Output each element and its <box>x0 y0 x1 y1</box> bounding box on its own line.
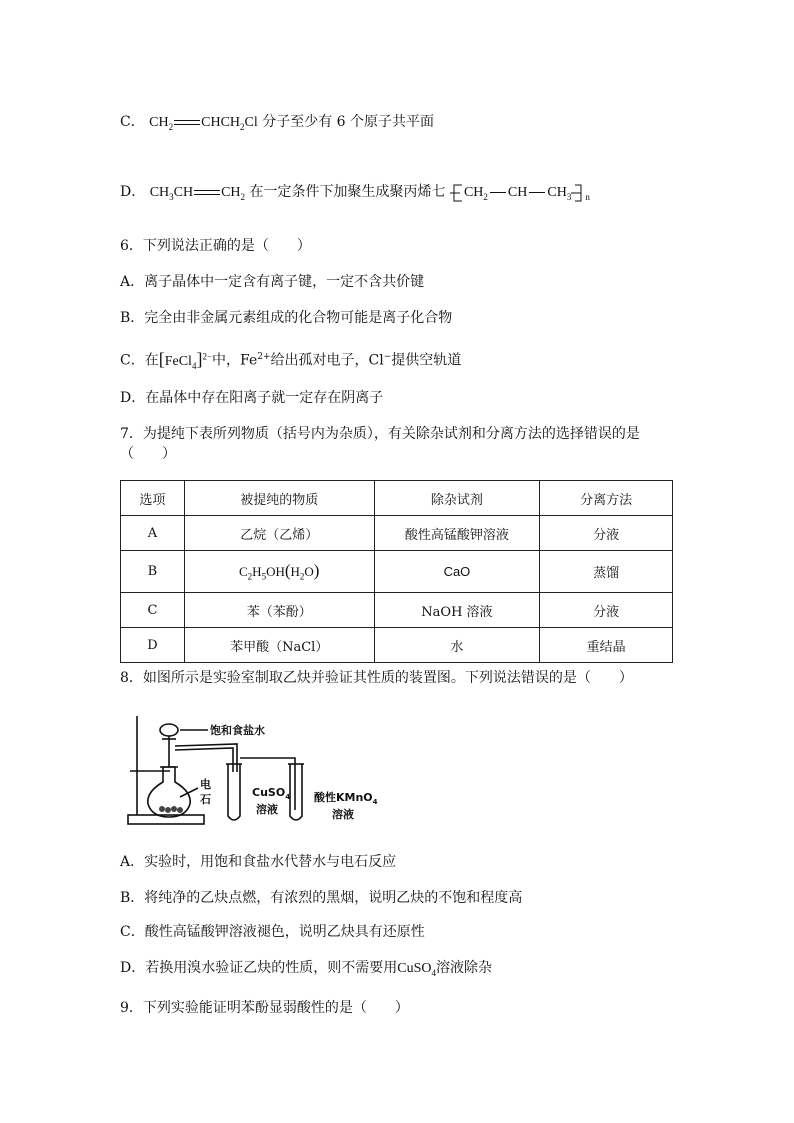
label-kmno4: 酸性KMnO$_4$ <box>314 791 378 806</box>
table-cell: NaOH 溶液 <box>374 593 540 628</box>
cuso4-formula: CuSO$_4$ <box>397 961 436 978</box>
table-cell <box>184 551 374 593</box>
table-cell: 乙烷（乙烯） <box>184 516 374 551</box>
label-brine: 饱和食盐水 <box>210 724 265 737</box>
q7-stem-paren: （ ） <box>120 446 176 462</box>
q8-d-end: 溶液除杂 <box>435 960 492 976</box>
q8-option-b: B．将纯净的乙炔点燃，有浓烈的黑烟，说明乙炔的不饱和程度高 <box>120 890 523 906</box>
q8-stem: 8．如图所示是实验室制取乙炔并验证其性质的装置图。下列说法错误的是（ ） <box>120 670 633 686</box>
q6-option-c <box>120 346 461 375</box>
q6-option-d: D．在晶体中存在阳离子就一定存在阴离子 <box>120 390 384 406</box>
option-c <box>120 112 434 137</box>
q6-c-mid2: 给出孤对电子，Cl <box>270 352 384 369</box>
table-cell: D <box>121 628 185 663</box>
option-d-formula: $CH_3CH$ $CH_2$ <box>149 185 246 202</box>
q8-option-d <box>120 958 492 983</box>
ion-charge: 2− <box>202 351 213 361</box>
q6-stem: 6．下列说法正确的是（ ） <box>120 238 311 254</box>
table-header: 除杂试剂 <box>374 481 540 516</box>
table-row <box>121 551 673 593</box>
label-kmno4-solution: 溶液 <box>332 808 354 821</box>
table-cell: 酸性高锰酸钾溶液 <box>374 516 540 551</box>
carbide-lumps <box>159 806 183 813</box>
table-header: 被提纯的物质 <box>184 481 374 516</box>
table-cell: 苯甲酸（NaCl） <box>184 628 374 663</box>
q8-option-c: C．酸性高锰酸钾溶液褪色，说明乙炔具有还原性 <box>120 924 425 940</box>
fe-charge: 2+ <box>257 352 271 362</box>
cuso4-test-tube <box>228 764 240 820</box>
polymer-n: n <box>585 191 590 202</box>
label-carbide-2: 石 <box>200 793 211 806</box>
q6-c-end: 提供空轨道 <box>391 352 462 369</box>
polymer-formula: $CH_2$ CH $CH_3$ $_n$ <box>450 185 590 200</box>
table-cell: A <box>121 516 185 551</box>
kmno4-test-tube <box>290 764 302 820</box>
table-cell: B <box>121 551 185 593</box>
table-cell: 蒸馏 <box>540 551 673 593</box>
option-d-label: D． <box>120 184 146 200</box>
q6-c-pre: C．在 <box>120 352 159 369</box>
option-c-formula: $CH_2$ $CHCH_2Cl$ <box>149 115 258 132</box>
table-cell: 分液 <box>540 516 673 551</box>
q6-c-mid: 中，Fe <box>212 352 258 369</box>
label-carbide-1: 电 <box>200 778 211 791</box>
q8-option-a: A．实验时，用饱和食盐水代替水与电石反应 <box>120 854 397 870</box>
ethanol-water-formula: $C_2H_5OH(H_2O)$ <box>239 561 320 582</box>
polymer-bracket-right <box>571 183 585 203</box>
table-row <box>121 593 673 628</box>
option-d-text: 在一定条件下加聚生成聚丙烯七 <box>249 184 446 200</box>
cl-charge: − <box>383 352 392 362</box>
table-cell: CaO <box>374 551 540 593</box>
table-cell: C <box>121 593 185 628</box>
table-cell: 重结晶 <box>540 628 673 663</box>
q6-option-a: A．离子晶体中一定含有离子键，一定不含共价键 <box>120 274 425 290</box>
table-cell: 分液 <box>540 593 673 628</box>
label-cuso4-solution: 溶液 <box>256 803 278 816</box>
polymer-bracket-left <box>450 183 464 203</box>
table-row <box>121 516 673 551</box>
ferric-chloride-ion: [FeCl$_4$]$^{2-}$ <box>158 348 213 371</box>
label-cuso4: CuSO$_4$ <box>252 786 291 801</box>
option-c-label: C． <box>120 114 145 130</box>
q7-stem: 7．为提纯下表所列物质（括号内为杂质），有关除杂试剂和分离方法的选择错误的是 <box>120 426 640 442</box>
table-header: 分离方法 <box>540 481 673 516</box>
table-cell: 水 <box>374 628 540 663</box>
option-c-text: 分子至少有 6 个原子共平面 <box>262 114 435 130</box>
separatory-funnel <box>160 724 178 736</box>
q9-stem: 9．下列实验能证明苯酚显弱酸性的是（ ） <box>120 1000 409 1016</box>
table-row <box>121 628 673 663</box>
table-cell: 苯（苯酚） <box>184 593 374 628</box>
option-d <box>120 182 590 207</box>
table-header-row <box>121 481 673 516</box>
purification-table <box>120 480 673 663</box>
acetylene-apparatus-figure <box>120 712 410 832</box>
q8-d-pre: D．若换用溴水验证乙炔的性质，则不需要用 <box>120 960 398 976</box>
table-header: 选项 <box>121 481 185 516</box>
q6-option-b: B．完全由非金属元素组成的化合物可能是离子化合物 <box>120 310 453 326</box>
